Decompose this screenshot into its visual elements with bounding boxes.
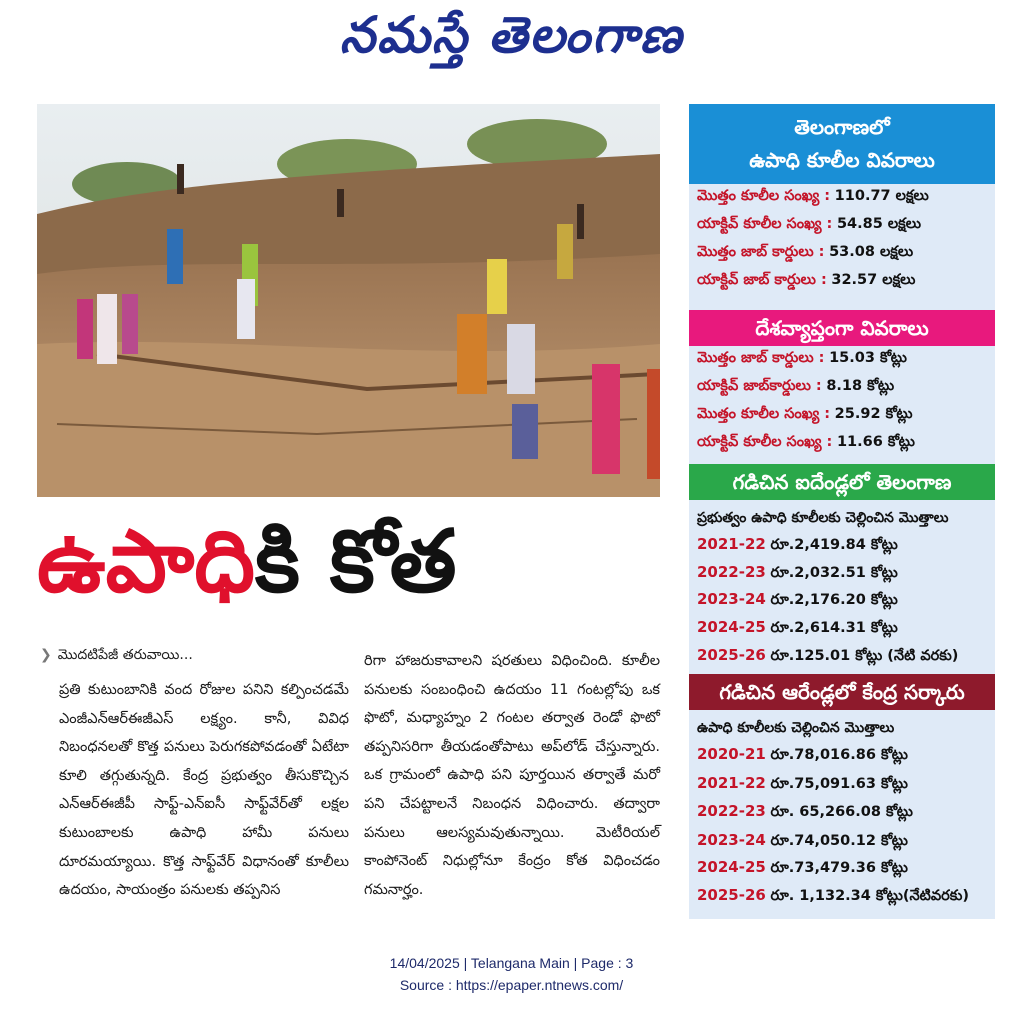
row-key: యాక్టివ్ కూలీల సంఖ్య :	[697, 434, 833, 450]
continued-label	[40, 647, 193, 666]
row-key: యాక్టివ్ జాబ్ కార్డులు :	[697, 272, 827, 288]
sec2-row	[697, 350, 993, 370]
sec4-row	[697, 745, 993, 767]
sec4-header: గడిచిన ఆరేండ్లలో కేంద్ర సర్కారు	[689, 674, 995, 710]
row-amount: రూ.73,479.36 కోట్లు	[770, 860, 908, 876]
row-key: మొత్తం జాబ్ కార్డులు :	[697, 350, 825, 366]
row-amount: రూ.125.01 కోట్లు (నేటి వరకు)	[770, 648, 959, 664]
row-year: 2025-26	[697, 646, 766, 664]
sec3-row	[697, 535, 993, 557]
row-key: యాక్టివ్ కూలీల సంఖ్య :	[697, 216, 833, 232]
article-column-1	[59, 676, 349, 905]
chevron-right-icon: ❯	[40, 647, 52, 663]
sec3-row	[697, 646, 993, 668]
row-year: 2020-21	[697, 745, 766, 763]
row-amount: రూ.2,614.31 కోట్లు	[770, 620, 898, 636]
row-key: యాక్టివ్ జాబ్‌కార్డులు :	[697, 378, 822, 394]
sec1-title2: ఉపాధి కూలీల వివరాలు	[749, 148, 935, 172]
sec3-subtitle: ప్రభుత్వం ఉపాధి కూలీలకు చెల్లించిన మొత్తాలు	[697, 510, 949, 526]
sec2-header: దేశవ్యాప్తంగా వివరాలు	[689, 310, 995, 346]
masthead-logo: నమస్తే తెలంగాణ	[339, 6, 684, 64]
headline-red: ఉపాధి	[37, 512, 256, 612]
headline	[37, 512, 657, 612]
sec3-row	[697, 618, 993, 640]
row-value: 32.57 లక్షలు	[831, 272, 916, 288]
sec4-row	[697, 886, 993, 908]
row-value: 11.66 కోట్లు	[836, 434, 915, 450]
row-year: 2023-24	[697, 831, 766, 849]
row-amount: రూ.74,050.12 కోట్లు	[770, 833, 908, 849]
article-text-1: ప్రతి కుటుంబానికి వంద రోజుల పనిని కల్పించడమే ఎంజీఎన్ఆర్ఈజీఎస్ లక్ష్యం. కానీ, వివిధ నిబంధనలతో కొత్త పనులు పెరుగకపోవడంతో ఏటేటా కూలి తగ్గుతున్నది. కేంద్ర ప్రభుత్వం తీసుకొచ్చిన ఎన్ఆర్ఈజీపీ సాఫ్ట్-ఎన్ఐసీ సాఫ్ట్‌వేర్‌తో లక్షల కుటుంబాలకు ఉపాధి హామీ పనులు దూరమయ్యాయి. కొత్త సాఫ్ట్‌వేర్ విధానంతో కూలీలు ఉదయం, సాయంత్రం పనులకు తప్పనిస	[59, 682, 349, 899]
sec1-header	[689, 104, 995, 184]
sec3-row	[697, 590, 993, 612]
row-value: 15.03 కోట్లు	[829, 350, 907, 366]
row-year: 2022-23	[697, 802, 766, 820]
row-year: 2022-23	[697, 563, 766, 581]
row-year: 2024-25	[697, 858, 766, 876]
row-year: 2023-24	[697, 590, 766, 608]
row-year: 2021-22	[697, 535, 766, 553]
row-value: 25.92 కోట్లు	[834, 406, 913, 422]
article-column-2	[364, 647, 660, 904]
headline-black: కి కోత	[255, 512, 457, 612]
row-value: 53.08 లక్షలు	[829, 244, 914, 260]
sec1-title1: తెలంగాణలో	[794, 115, 890, 139]
sec4-row	[697, 802, 993, 824]
row-value: 110.77 లక్షలు	[834, 188, 929, 204]
sec1-row	[697, 216, 993, 236]
row-value: 54.85 లక్షలు	[836, 216, 922, 232]
news-photo	[37, 104, 660, 497]
row-amount: రూ.2,176.20 కోట్లు	[770, 592, 898, 608]
row-value: 8.18 కోట్లు	[826, 378, 895, 394]
sec4-row	[697, 831, 993, 853]
sec2-row	[697, 378, 993, 398]
sec1-row	[697, 272, 993, 292]
sec2-row	[697, 434, 993, 454]
row-key: మొత్తం కూలీల సంఖ్య :	[697, 188, 831, 204]
row-amount: రూ. 65,266.08 కోట్లు	[770, 804, 913, 820]
continued-text: మొదటిపేజీ తరువాయి...	[57, 647, 193, 663]
footer-source-line: Source : https://epaper.ntnews.com/	[399, 977, 624, 993]
row-key: మొత్తం కూలీల సంఖ్య :	[697, 406, 831, 422]
sec4-subtitle: ఉపాధి కూలీలకు చెల్లించిన మొత్తాలు	[697, 720, 895, 736]
workers-photo-illustration	[37, 104, 660, 497]
article-text-2: రిగా హాజరుకావాలని షరతులు విధించింది. కూలీల పనులకు సంబంధించి ఉదయం 11 గంటల్లోపు ఒక ఫొటో, మధ్యాహ్నం 2 గంటల తర్వాత రెండో ఫొటో తప్పనిసరిగా తీయడంతోపాటు అప్‌లోడ్ చేస్తున్నారు. ఒక గ్రామంలో ఉపాధి పని పూర్తయిన తర్వాతే మరో పని చేపట్టాలనే నిబంధన విధించారు. తద్వారా పనులు ఆలస్యమవుతున్నాయి. మెటీరియల్ కాంపోనెంట్ నిధుల్లోనూ కేంద్రం కోత విధించడం గమనార్హం.	[364, 653, 660, 898]
row-amount: రూ.2,032.51 కోట్లు	[770, 565, 898, 581]
row-year: 2025-26	[697, 886, 766, 904]
row-year: 2024-25	[697, 618, 766, 636]
row-amount: రూ.2,419.84 కోట్లు	[770, 537, 898, 553]
sec1-row	[697, 244, 993, 264]
sec4-row	[697, 774, 993, 796]
sec2-row	[697, 406, 993, 426]
row-amount: రూ.78,016.86 కోట్లు	[770, 747, 908, 763]
row-key: మొత్తం జాబ్ కార్డులు :	[697, 244, 825, 260]
sec3-header: గడిచిన ఐదేండ్లలో తెలంగాణ	[689, 464, 995, 500]
row-amount: రూ.75,091.63 కోట్లు	[770, 776, 908, 792]
footer-date-line: 14/04/2025 | Telangana Main | Page : 3	[389, 955, 634, 971]
sec4-row	[697, 858, 993, 880]
sec1-row	[697, 188, 993, 208]
sec3-row	[697, 563, 993, 585]
row-amount: రూ. 1,132.34 కోట్లు(నేటివరకు)	[770, 888, 969, 904]
row-year: 2021-22	[697, 774, 766, 792]
